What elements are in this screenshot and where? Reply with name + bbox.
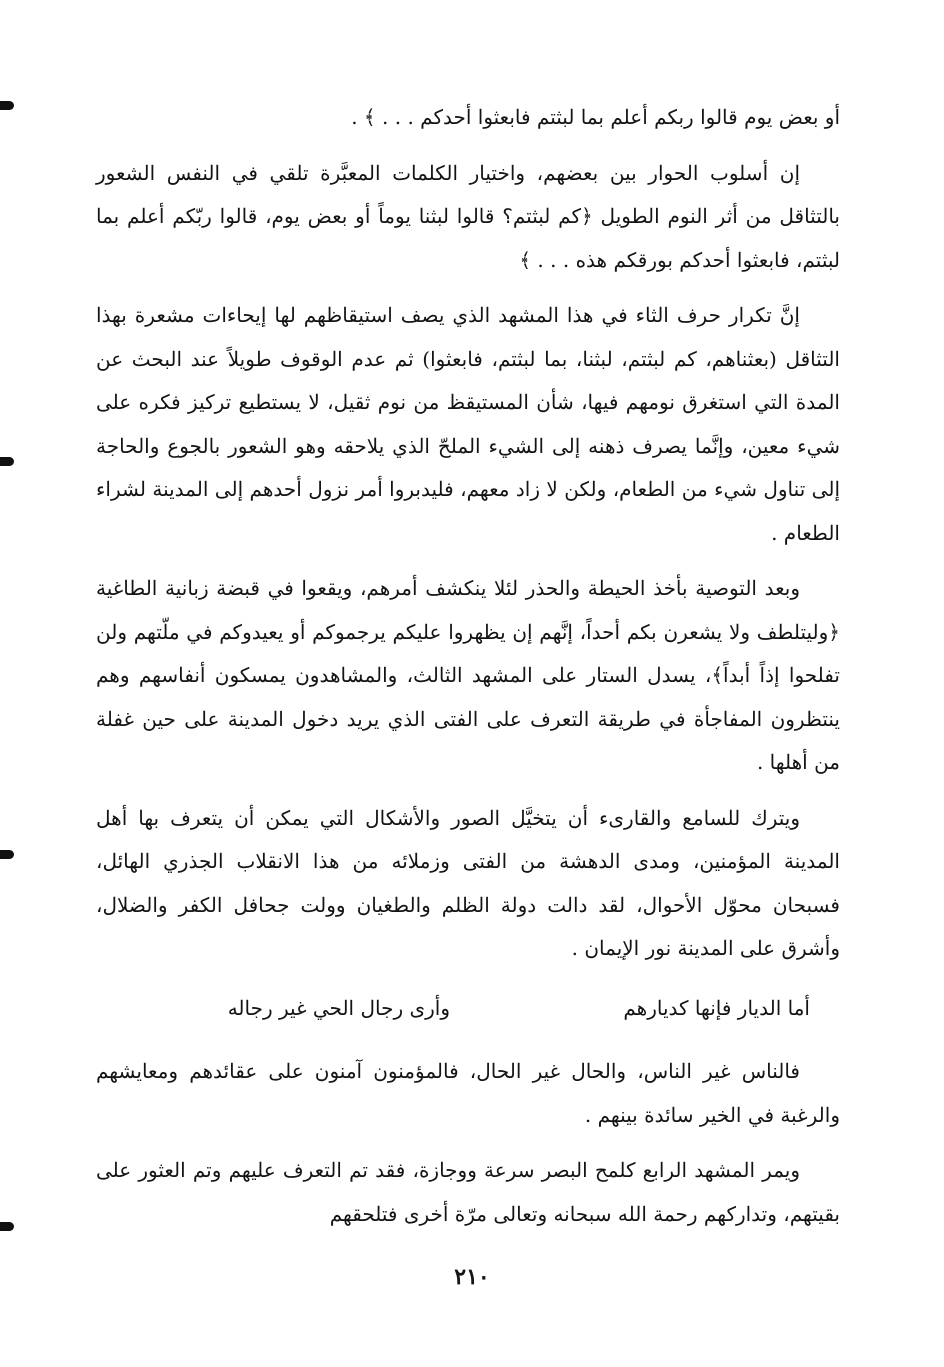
paragraph-continuation: أو بعض يوم قالوا ربكم أعلم بما لبثتم فابعثوا أحدكم . . . ﴾ . [351, 105, 840, 129]
paragraph-people-changed: فالناس غير الناس، والحال غير الحال، فالمؤمنون آمنون على عقائدهم ومعايشهم والرغبة في الخير سائدة بينهم . [96, 1059, 840, 1127]
verse-first-hemistich: أما الديار فإنها كديارهم [623, 996, 810, 1020]
scan-edge-mark [0, 101, 14, 110]
verse-second-hemistich: وأرى رجال الحي غير رجاله [227, 996, 450, 1020]
paragraph-letter-repetition: إنَّ تكرار حرف الثاء في هذا المشهد الذي يصف استيقاظهم لها إيحاءات مشعرة بهذا التثاقل (بعثناهم، كم لبثتم، لبثنا، بما لبثتم، فابعثوا) ثم عدم الوقوف طويلاً عند البحث عن المدة التي استغرق نومهم فيها، شأن المستيقظ من نوم ثقيل، لا يستطيع تركيز فكره على شيء معين، وإنَّما يصرف ذهنه إلى الشيء الملحّ الذي يلاحقه وهو الشعور بالجوع والحاجة إلى تناول شيء من الطعام، ولكن لا زاد معهم، فليدبروا أمر نزول أحدهم إلى المدينة لشراء الطعام . [96, 303, 840, 545]
poetry-verse [96, 986, 840, 1030]
scan-edge-mark [0, 850, 14, 859]
paragraph-fourth-scene: ويمر المشهد الرابع كلمح البصر سرعة ووجازة، فقد تم التعرف عليهم وتم العثور على بقيتهم، وتداركهم رحمة الله سبحانه وتعالى مرّة أخرى فتلحقهم [96, 1158, 840, 1226]
page-number: ٢١٠ [454, 1264, 490, 1290]
text-block-upper [96, 96, 840, 971]
scan-edge-mark [0, 1222, 14, 1231]
paragraph-third-scene: وبعد التوصية بأخذ الحيطة والحذر لئلا ينكشف أمرهم، ويقعوا في قبضة زبانية الطاغية ﴿وليتلطف ولا يشعرن بكم أحداً، إنَّهم إن يظهروا عليكم يرجموكم أو يعيدوكم في ملّتهم ولن تفلحوا إذاً أبداً﴾، يسدل الستار على المشهد الثالث، والمشاهدون يمسكون أنفاسهم وهم ينتظرون المفاجأة في طريقة التعرف على الفتى الذي يريد دخول المدينة على حين غفلة من أهلها . [96, 576, 840, 774]
paragraph-dialogue-style: إن أسلوب الحوار بين بعضهم، واختيار الكلمات المعبَّرة تلقي في النفس الشعور بالتثاقل من أثر النوم الطويل ﴿كم لبثتم؟ قالوا لبثنا يوماً أو بعض يوم، قالوا ربّكم أعلم بما لبثتم، فابعثوا أحدكم بورقكم هذه . . . ﴾ [96, 160, 840, 272]
scan-edge-mark [0, 457, 14, 466]
text-block-lower [96, 1050, 840, 1236]
paragraph-city-people: ويترك للسامع والقارىء أن يتخيَّل الصور والأشكال التي يمكن أن يتعرف بها أهل المدينة المؤمنين، ومدى الدهشة من الفتى وزملائه من هذا الانقلاب الجذري الهائل، فسبحان محوّل الأحوال، لقد دالت دولة الظلم والطغيان وولت جحافل الكفر والضلال، وأشرق على المدينة نور الإيمان . [96, 805, 840, 960]
